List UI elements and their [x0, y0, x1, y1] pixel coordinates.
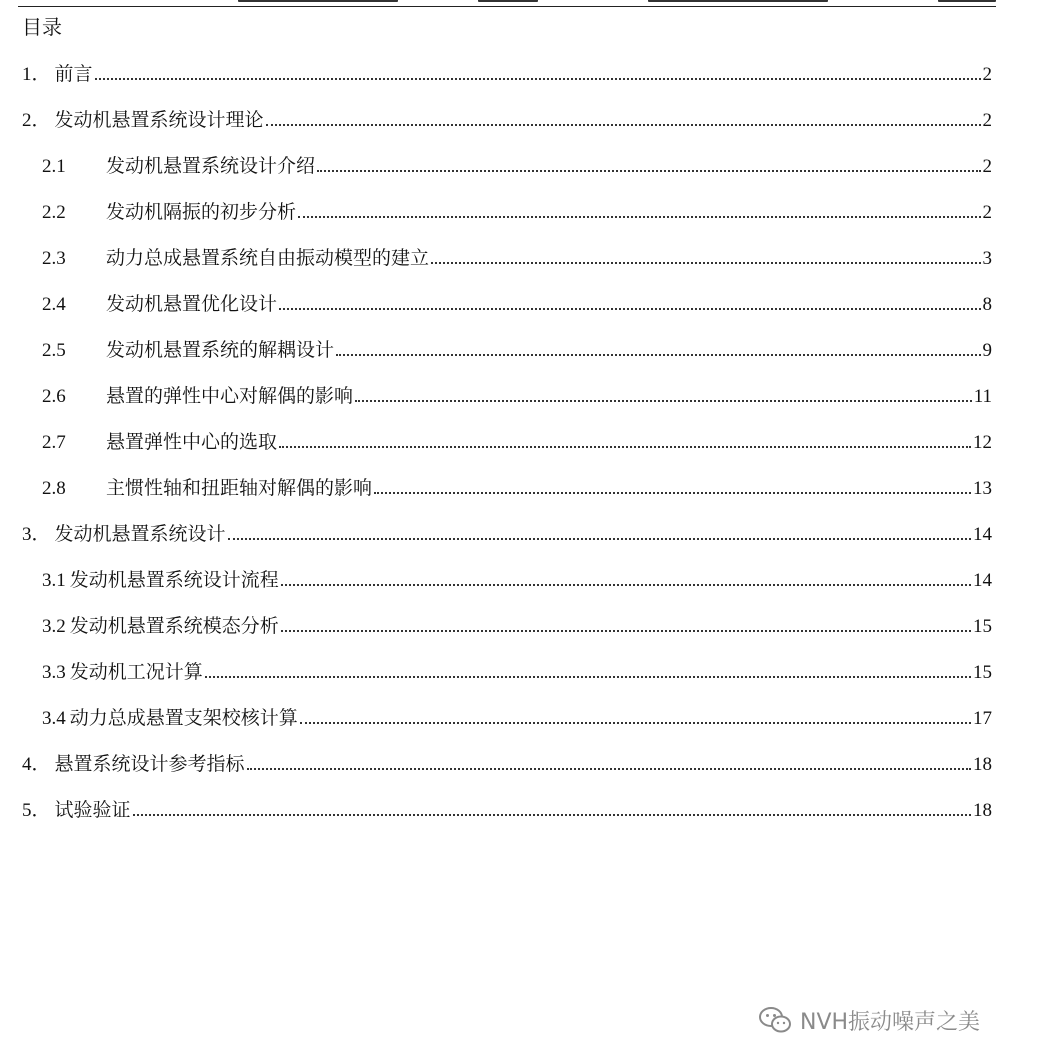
toc-entry[interactable]: [22, 795, 992, 825]
toc-entry-number: 3.4: [42, 708, 66, 729]
toc-entry-number: 2.2: [42, 202, 66, 223]
toc-entry-number: 3.1: [42, 570, 66, 591]
toc-entry[interactable]: [42, 611, 992, 641]
dot-leader: [133, 814, 971, 816]
toc-entry-number: 2.5: [42, 340, 66, 361]
toc-entry-page: 2: [982, 156, 992, 177]
dot-leader: [205, 676, 971, 678]
dot-leader: [355, 400, 972, 402]
toc-entry[interactable]: [42, 197, 992, 227]
toc-entry-title: 试验验证: [54, 799, 131, 821]
toc-entry-title: 发动机悬置系统设计流程: [69, 569, 279, 591]
toc-entry-title: 前言: [54, 63, 93, 85]
toc-entry[interactable]: [42, 565, 992, 595]
toc-entry-page: 14: [973, 524, 992, 545]
toc-entry-title: 发动机悬置系统设计介绍: [106, 155, 316, 177]
toc-entry-number: 4．: [22, 754, 51, 775]
toc-entry[interactable]: [22, 105, 992, 135]
toc-entry-title: 发动机悬置系统模态分析: [69, 615, 279, 637]
toc-entry[interactable]: [42, 473, 992, 503]
toc-entry[interactable]: [42, 335, 992, 365]
toc-entry-title: 发动机悬置系统设计理论: [54, 109, 264, 131]
dot-leader: [298, 216, 980, 218]
toc-title: 目录: [22, 15, 62, 39]
dot-leader: [336, 354, 980, 356]
toc-entry-number: 3.3: [42, 662, 66, 683]
toc-entry-page: 3: [982, 248, 992, 269]
toc-entry-title: 发动机悬置系统设计: [54, 523, 226, 545]
toc-entry-page: 11: [973, 386, 992, 407]
toc-entry-title: 动力总成悬置支架校核计算: [69, 707, 298, 729]
toc-entry[interactable]: [42, 289, 992, 319]
toc-entry-number: 2.3: [42, 248, 66, 269]
toc-entry-page: 8: [982, 294, 992, 315]
toc-entry-page: 13: [973, 478, 992, 499]
toc-entry-number: 3．: [22, 524, 51, 545]
toc-entry-page: 14: [973, 570, 992, 591]
dot-leader: [247, 768, 971, 770]
toc-entry-page: 18: [973, 754, 992, 775]
toc-entry-title: 主惯性轴和扭距轴对解偶的影响: [106, 477, 373, 499]
toc-entry-page: 17: [973, 708, 992, 729]
toc-entry-number: 2.4: [42, 294, 66, 315]
toc-entry-number: 2.1: [42, 156, 66, 177]
dot-leader: [317, 170, 980, 172]
toc-entry[interactable]: [42, 381, 992, 411]
toc-entry-title: 动力总成悬置系统自由振动模型的建立: [106, 247, 430, 269]
toc-entry[interactable]: [22, 59, 992, 89]
toc-entry-title: 发动机隔振的初步分析: [106, 201, 297, 223]
toc-entry-title: 悬置的弹性中心对解偶的影响: [106, 385, 354, 407]
toc-entry[interactable]: [22, 519, 992, 549]
toc-entry-title: 发动机工况计算: [69, 661, 203, 683]
toc-entry[interactable]: [42, 151, 992, 181]
dot-leader: [281, 584, 971, 586]
dot-leader: [266, 124, 981, 126]
wechat-icon: [758, 1005, 792, 1035]
dot-leader: [300, 722, 971, 724]
toc-entry-title: 发动机悬置系统的解耦设计: [106, 339, 335, 361]
toc-entry[interactable]: [42, 703, 992, 733]
toc-entry-page: 2: [982, 202, 992, 223]
toc-entry-page: 18: [973, 800, 992, 821]
dot-leader: [374, 492, 971, 494]
toc-entry-page: 15: [973, 662, 992, 683]
toc-entry[interactable]: [42, 657, 992, 687]
dot-leader: [95, 78, 981, 80]
toc-entry-number: 2.7: [42, 432, 66, 453]
dot-leader: [279, 308, 980, 310]
toc-entry-number: 2.8: [42, 478, 66, 499]
toc-entry-number: 2．: [22, 110, 51, 131]
dot-leader: [279, 446, 971, 448]
dot-leader: [228, 538, 971, 540]
dot-leader: [281, 630, 971, 632]
toc-entry-page: 2: [982, 64, 992, 85]
toc-entry-page: 15: [973, 616, 992, 637]
watermark-text: NVH振动噪声之美: [800, 1009, 981, 1035]
toc-entry-title: 悬置系统设计参考指标: [54, 753, 245, 775]
toc-entry-page: 9: [982, 340, 992, 361]
watermark: [758, 1000, 980, 1040]
toc-entry[interactable]: [42, 243, 992, 273]
dot-leader: [431, 262, 980, 264]
toc-entry-page: 2: [982, 110, 992, 131]
toc-entry-number: 5．: [22, 800, 51, 821]
toc-entry-number: 3.2: [42, 616, 66, 637]
toc-entry[interactable]: [22, 749, 992, 779]
toc-entry-title: 悬置弹性中心的选取: [106, 431, 278, 453]
header-rule: [18, 6, 996, 7]
toc-entry-number: 2.6: [42, 386, 66, 407]
toc-entry[interactable]: [42, 427, 992, 457]
toc-entry-number: 1．: [22, 64, 51, 85]
toc-entry-page: 12: [973, 432, 992, 453]
toc-entry-title: 发动机悬置优化设计: [106, 293, 278, 315]
